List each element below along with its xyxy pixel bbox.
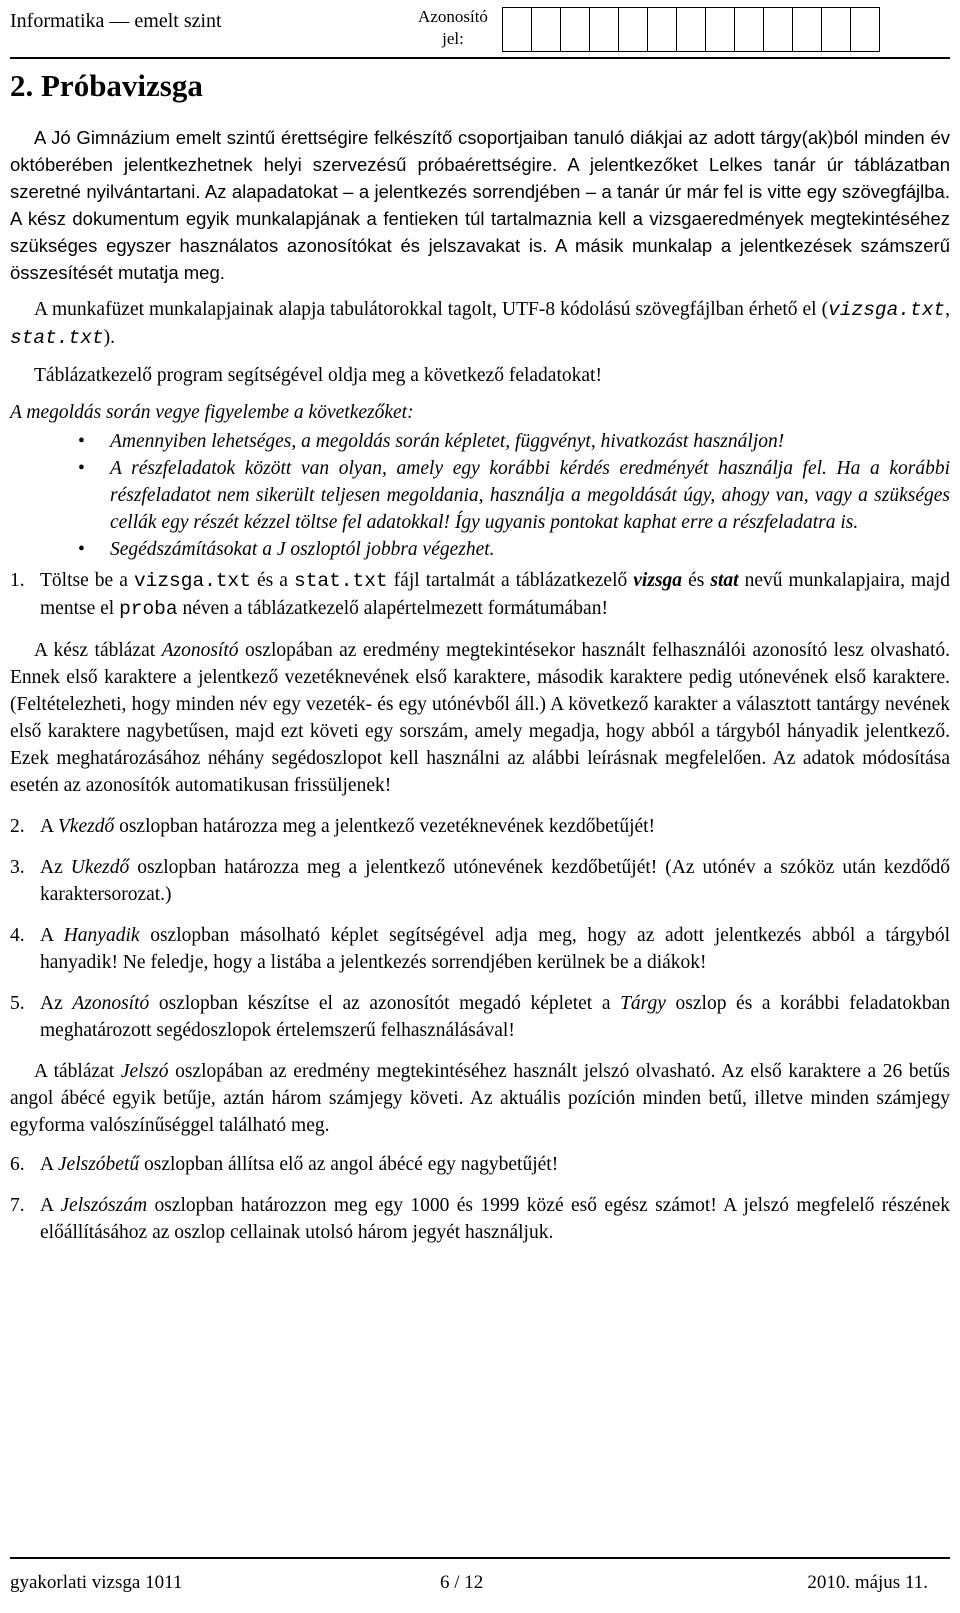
sheet-name-stat: stat	[710, 570, 739, 591]
intro-paragraph-1	[10, 124, 950, 286]
file-name-proba: proba	[119, 598, 178, 620]
task-number: 5.	[10, 993, 25, 1014]
text: oszlopában az eredmény megtekintéséhez használt jelszó olvasható. Az első karaktere a 26 betűs angol ábécé egyik betűje, aztán három számjegy követi. Az aktuális pozíción minden betű, illetve minden számjegy egyforma valószínűséggel található meg.	[10, 1061, 950, 1136]
column-name: Jelszó	[120, 1061, 169, 1082]
header-subject: Informatika — emelt szint	[10, 10, 222, 32]
note-item	[78, 536, 950, 563]
text: oszlop és a korábbi feladatokban meghatározott segédoszlopok értelemszerű felhasználásával!	[40, 993, 951, 1041]
text: oszlopban másolható képlet segítségével adja meg, hogy az adott jelentkezés abból a tárgyból hanyadik! Ne feledje, hogy a listába a jelentkezés sorrendjében kerülnek be a diákok!	[40, 925, 950, 973]
column-name: Jelszószám	[60, 1195, 148, 1216]
task-7	[10, 1192, 950, 1246]
text: és	[682, 570, 711, 591]
file-name-vizsga: vizsga.txt	[828, 299, 946, 321]
id-box	[705, 7, 735, 52]
header-id-label: Azonosító jel:	[418, 7, 488, 48]
text: A kész táblázat	[34, 640, 162, 661]
bullet-icon: •	[78, 431, 85, 452]
text: oszlopban állítsa elő az angol ábécé egy nagybetűjét!	[139, 1154, 559, 1175]
text: néven a táblázatkezelő alapértelmezett formátumában!	[177, 598, 608, 619]
id-box	[560, 7, 590, 52]
task-5	[10, 990, 950, 1044]
id-box	[734, 7, 764, 52]
column-name: Ukezdő	[70, 857, 130, 878]
text: A	[40, 1154, 58, 1175]
column-name: Vkezdő	[57, 816, 115, 837]
id-box	[763, 7, 793, 52]
task-6	[10, 1151, 950, 1178]
task-text	[40, 813, 950, 840]
task-2	[10, 813, 950, 840]
note-item	[78, 428, 950, 455]
column-name: Azonosító	[72, 993, 150, 1014]
task-number: 7.	[10, 1195, 25, 1216]
note-text: Segédszámításokat a J oszloptól jobbra végezhet.	[110, 539, 495, 560]
intro-paragraph-2	[10, 296, 950, 352]
note-text: A részfeladatok között van olyan, amely egy korábbi kérdés eredményét használja fel. Ha a korábbi részfeladatot nem sikerült teljesen megoldania, használja a megoldását úgy, ahogy van, vagy a szükséges cellák egy részét kézzel töltse fel adatokkal! Így ugyanis pontokat kaphat erre a részfeladatra is.	[110, 458, 950, 533]
task-4	[10, 922, 950, 976]
separator: ,	[945, 299, 950, 320]
id-box	[850, 7, 880, 52]
id-box	[821, 7, 851, 52]
intro-text-a: A Jó Gimnázium emelt szintű érettségire felkészítő csoportjaiban tanuló diákjai az adott tárgy(ak)ból minden év októberében jelentkezhetnek helyi szervezésű próbaérettségire. A jelentkezőket Lelkes tanár úr táblázatban szeretné nyilvántartani. Az alapadatokat – a jelentkezés sorrendjében – a tanár úr már fel is vitte egy szövegfájlba.	[10, 127, 950, 202]
id-box	[502, 7, 532, 52]
task-text	[40, 990, 950, 1044]
task-text	[40, 1151, 950, 1178]
text: oszlopban készítse el az azonosítót megadó képletet a	[149, 993, 621, 1014]
footer-date: 2010. május 11.	[807, 1572, 928, 1593]
task-number: 4.	[10, 925, 25, 946]
paragraph-azonosito	[10, 637, 950, 799]
text: A	[40, 1195, 61, 1216]
footer-exam-name: gyakorlati vizsga 1011	[10, 1572, 183, 1593]
footer-rule	[10, 1557, 950, 1559]
text: fájl tartalmát a táblázatkezelő	[387, 570, 634, 591]
id-box	[647, 7, 677, 52]
intro-p2-end: ).	[103, 327, 115, 348]
text: és a	[250, 570, 294, 591]
paragraph-jelszo	[10, 1058, 950, 1139]
note-text: Amennyiben lehetséges, a megoldás során képletet, függvényt, hivatkozást használjon!	[110, 431, 785, 452]
task-text	[40, 922, 950, 976]
sheet-name-vizsga: vizsga	[633, 570, 683, 591]
text: oszlopban határozzon meg egy 1000 és 1999 közé eső egész számot! A jelszó megfelelő részének előállításához az oszlop cellainak utolsó három jegyét használjuk.	[40, 1195, 950, 1243]
id-box	[618, 7, 648, 52]
task-text	[40, 854, 950, 908]
text: oszlopban határozza meg a jelentkező vezetéknevének kezdőbetűjét!	[114, 816, 656, 837]
column-name: Tárgy	[620, 993, 666, 1014]
text: oszlopában az eredmény megtekintésekor használt felhasználói azonosító lesz olvasható. Ennek első karaktere a jelentkező vezetéknevének első karaktere, második karaktere pedig utónevének első karaktere. (Feltételezheti, hogy minden név egy vezeték- és egy utónévből áll.) A következő karakter a választott tantárgy nevének első karaktere nagybetűsen, majd ezt követi egy sorszám, amely megadja, hogy abból a tárgyból hányadik jelentkező. Ezek meghatározásához néhány segédoszlopot kell használni az alábbi leírásnak megfelelően. Az adatok módosítása esetén az azonosítók automatikusan frissüljenek!	[10, 640, 950, 796]
file-name-stat: stat.txt	[10, 327, 104, 349]
task-number: 3.	[10, 857, 25, 878]
column-name: Jelszóbetű	[57, 1154, 140, 1175]
file-name-stat: stat.txt	[294, 570, 388, 592]
task-number: 6.	[10, 1154, 25, 1175]
id-box	[676, 7, 706, 52]
task-text	[40, 567, 950, 623]
bullet-icon: •	[78, 539, 85, 560]
text: A táblázat	[34, 1061, 121, 1082]
file-name-vizsga: vizsga.txt	[133, 570, 251, 592]
notes-heading: A megoldás során vegye figyelembe a következőket:	[10, 402, 414, 423]
intro-text-b: A kész dokumentum egyik munkalapjának a fentieken túl tartalmaznia kell a vizsgaeredmények megtekintéséhez szükséges egyszer használatos azonosítókat és jelszavakat is. A másik munkalap a jelentkezések számszerű összesítését mutatja meg.	[10, 208, 950, 283]
id-boxes	[503, 7, 880, 52]
document-body	[10, 124, 950, 1246]
page-title: 2. Próbavizsga	[10, 68, 203, 103]
task-3	[10, 854, 950, 908]
intro-p2-text: A munkafüzet munkalapjainak alapja tabulátorokkal tagolt, UTF-8 kódolású szövegfájlban érhető el (	[34, 299, 829, 320]
id-box	[531, 7, 561, 52]
task-number: 2.	[10, 816, 25, 837]
footer-page-number: 6 / 12	[440, 1572, 484, 1593]
task-text	[40, 1192, 950, 1246]
id-box	[589, 7, 619, 52]
text: A	[40, 816, 58, 837]
text: Töltse be a	[40, 570, 134, 591]
text: Az	[40, 857, 71, 878]
intro-paragraph-3: Táblázatkezelő program segítségével oldja meg a következő feladatokat!	[34, 365, 602, 386]
notes-list	[10, 428, 950, 563]
text: Az	[40, 993, 73, 1014]
bullet-icon: •	[78, 458, 85, 479]
column-name: Hanyadik	[63, 925, 140, 946]
task-number: 1.	[10, 570, 25, 591]
text: oszlopban határozza meg a jelentkező utónevének kezdőbetűjét! (Az utónév a szóköz után kezdődő karaktersorozat.)	[40, 857, 950, 905]
column-name: Azonosító	[161, 640, 239, 661]
task-1	[10, 567, 950, 623]
note-item	[78, 455, 950, 536]
text: nevű munkalapjaira, majd mentse el	[40, 570, 950, 619]
text: A	[40, 925, 64, 946]
header-rule	[10, 57, 950, 59]
id-box	[792, 7, 822, 52]
